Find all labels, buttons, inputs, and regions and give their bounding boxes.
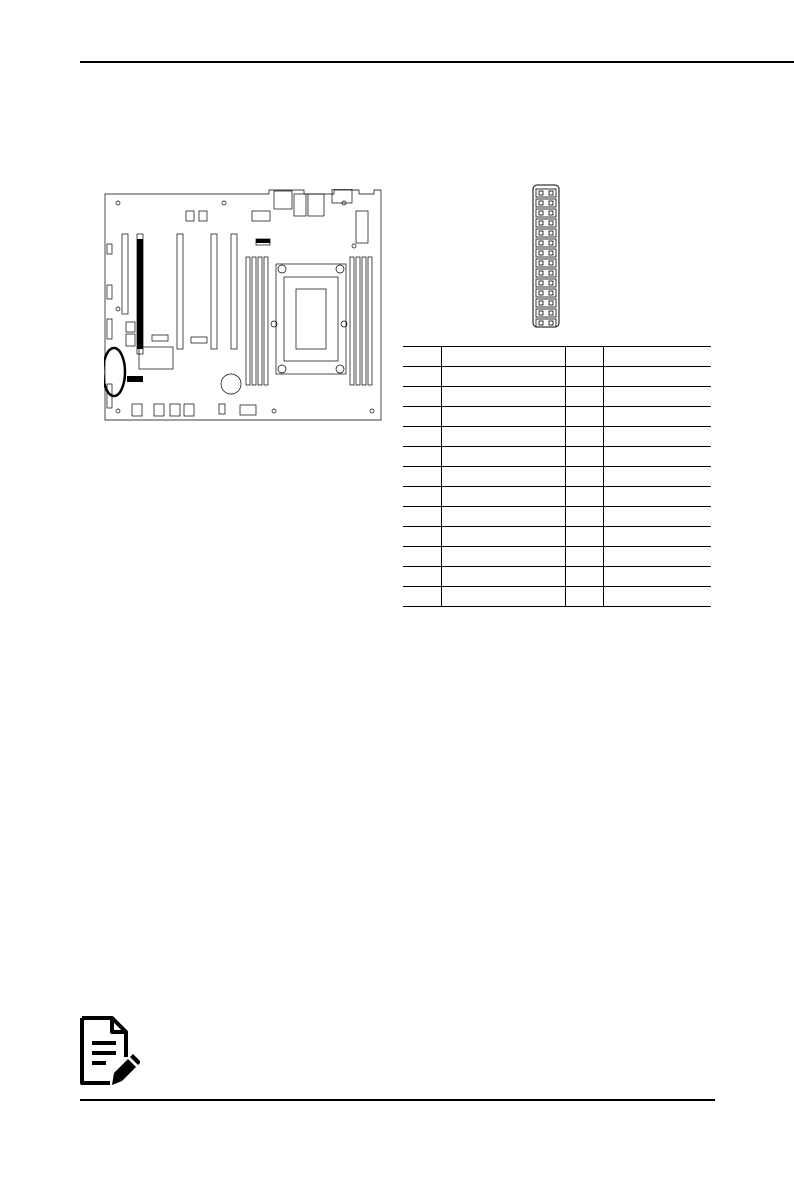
- header-pin: [549, 211, 553, 215]
- pin-no-cell: [403, 407, 441, 427]
- pin-no-cell: [565, 567, 603, 587]
- bottom-rule: [80, 1099, 715, 1101]
- table-row: [403, 447, 711, 467]
- table-row: [403, 587, 711, 607]
- definition-cell: [603, 527, 711, 547]
- note-pencil-icon: [78, 1015, 140, 1089]
- header-pin: [539, 271, 543, 275]
- header-pin: [549, 201, 553, 205]
- header-pin: [539, 311, 543, 315]
- top-rule: [80, 61, 794, 63]
- pin-no-cell: [565, 387, 603, 407]
- pin-no-cell: [403, 547, 441, 567]
- pin-no-cell: [403, 487, 441, 507]
- header-pin: [549, 261, 553, 265]
- definition-cell: [441, 367, 565, 387]
- pin-header-diagram: [530, 184, 562, 328]
- definition-cell: [603, 407, 711, 427]
- pin-no-cell: [403, 387, 441, 407]
- header-pin: [549, 291, 553, 295]
- header-pin: [549, 191, 553, 195]
- table-row: [403, 527, 711, 547]
- definition-cell: [441, 487, 565, 507]
- definition-header-2: [603, 347, 711, 367]
- pin-no-cell: [403, 567, 441, 587]
- pin-no-cell: [403, 467, 441, 487]
- header-pin: [539, 221, 543, 225]
- definition-cell: [441, 467, 565, 487]
- header-pin: [549, 231, 553, 235]
- pin-no-cell: [565, 447, 603, 467]
- header-pin: [549, 251, 553, 255]
- definition-cell: [603, 387, 711, 407]
- pin-no-cell: [565, 587, 603, 607]
- motherboard-diagram: [104, 189, 382, 421]
- header-pin: [539, 291, 543, 295]
- definition-cell: [603, 427, 711, 447]
- pin-no-cell: [565, 367, 603, 387]
- definition-cell: [603, 547, 711, 567]
- definition-cell: [603, 467, 711, 487]
- pin-no-cell: [565, 527, 603, 547]
- header-pin: [549, 271, 553, 275]
- pin-no-cell: [403, 367, 441, 387]
- table-row: [403, 407, 711, 427]
- header-pin: [539, 231, 543, 235]
- pin-no-header: [403, 347, 441, 367]
- table-row: [403, 427, 711, 447]
- pin-no-cell: [403, 587, 441, 607]
- header-pin: [539, 191, 543, 195]
- pin-no-cell: [565, 487, 603, 507]
- pin-no-cell: [403, 527, 441, 547]
- table-row: [403, 487, 711, 507]
- header-pin: [539, 301, 543, 305]
- header-pin: [549, 321, 553, 325]
- header-pin: [539, 201, 543, 205]
- table-row: [403, 367, 711, 387]
- definition-cell: [441, 547, 565, 567]
- header-pin: [549, 221, 553, 225]
- definition-cell: [603, 447, 711, 467]
- header-pin: [539, 241, 543, 245]
- definition-cell: [441, 527, 565, 547]
- definition-cell: [441, 387, 565, 407]
- pin-no-cell: [565, 407, 603, 427]
- definition-cell: [603, 487, 711, 507]
- pin-no-header-2: [565, 347, 603, 367]
- definition-cell: [603, 507, 711, 527]
- pin-no-cell: [403, 507, 441, 527]
- header-pin: [549, 311, 553, 315]
- header-pin: [549, 301, 553, 305]
- definition-header: [441, 347, 565, 367]
- table-row: [403, 567, 711, 587]
- pin-no-cell: [565, 467, 603, 487]
- header-pin: [539, 251, 543, 255]
- table-row: [403, 507, 711, 527]
- highlight-ellipse: [104, 348, 125, 396]
- table-row: [403, 387, 711, 407]
- header-pin: [539, 321, 543, 325]
- definition-cell: [441, 567, 565, 587]
- definition-cell: [441, 407, 565, 427]
- pin-no-cell: [403, 427, 441, 447]
- pin-no-cell: [565, 427, 603, 447]
- definition-cell: [603, 367, 711, 387]
- definition-cell: [603, 567, 711, 587]
- pin-definition-table: [403, 346, 711, 607]
- pin-table-header: [403, 347, 711, 367]
- header-pin: [549, 281, 553, 285]
- definition-cell: [441, 507, 565, 527]
- table-row: [403, 467, 711, 487]
- pin-no-cell: [565, 507, 603, 527]
- pin-no-cell: [565, 547, 603, 567]
- header-pin: [539, 261, 543, 265]
- header-pin: [539, 211, 543, 215]
- pin-no-cell: [403, 447, 441, 467]
- definition-cell: [441, 587, 565, 607]
- definition-cell: [441, 447, 565, 467]
- header-pin: [539, 281, 543, 285]
- table-row: [403, 547, 711, 567]
- definition-cell: [441, 427, 565, 447]
- definition-cell: [603, 587, 711, 607]
- header-pin: [549, 241, 553, 245]
